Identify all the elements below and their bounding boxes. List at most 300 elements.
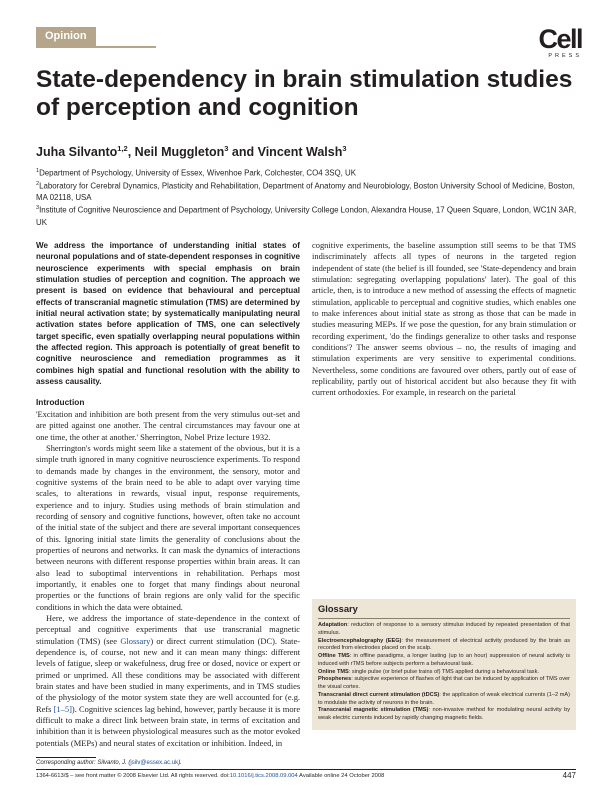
text-run: to xyxy=(482,330,490,341)
footnote-name: Silvanto, J. ( xyxy=(95,760,131,766)
text-run: not xyxy=(129,647,140,658)
text-run: and xyxy=(232,681,246,692)
text-run: and xyxy=(287,715,301,726)
text-run: inhibition xyxy=(36,726,69,737)
glossary-item xyxy=(318,622,570,638)
text-run: The xyxy=(515,274,529,285)
text-run: historical xyxy=(405,376,437,387)
text-run: cognitive xyxy=(97,624,129,635)
text-run: findings xyxy=(415,330,443,341)
text-run xyxy=(216,624,223,634)
text-run: may xyxy=(185,669,200,680)
text-run: the xyxy=(503,251,514,262)
affiliation xyxy=(36,166,580,179)
text-run: levels xyxy=(36,658,56,669)
text-run: Here, xyxy=(46,613,65,623)
text-run xyxy=(514,251,521,261)
footer-rule xyxy=(36,769,576,770)
text-run: new xyxy=(143,647,158,658)
text-run: evoked xyxy=(275,726,301,737)
text-run: inhibition. xyxy=(211,737,247,748)
text-run: of xyxy=(36,692,44,703)
text-run: cognitive xyxy=(312,240,344,250)
text-run: MEPs. xyxy=(375,319,398,330)
text-run xyxy=(436,251,443,261)
text-run: accident xyxy=(439,376,468,387)
text-run: however, xyxy=(184,703,216,714)
text-run: Nevertheless, xyxy=(312,364,358,375)
text-run: no, xyxy=(465,342,477,353)
text-run: state-dependence xyxy=(177,613,237,623)
text-run: of xyxy=(569,364,577,375)
text-run: introduce xyxy=(372,285,405,296)
text-run: State-dependence xyxy=(36,635,300,658)
text-run: parietal xyxy=(490,387,516,398)
text-run: and xyxy=(437,296,450,307)
text-run: fit xyxy=(550,376,558,387)
text-run: tasks xyxy=(512,330,530,341)
footnote-rule xyxy=(36,757,96,758)
text-run: with xyxy=(561,376,577,387)
glossary-term: Transcranial magnetic stimulation (TMS) xyxy=(318,707,429,714)
text-run: brain xyxy=(509,319,527,330)
text-run: dosed, xyxy=(211,658,234,669)
text-run: experiments xyxy=(136,624,178,635)
author-affil-sup: 1,2 xyxy=(117,144,128,153)
text-run: overlapping xyxy=(400,274,441,285)
text-run: of xyxy=(536,285,544,296)
author-name: Vincent Walsh xyxy=(257,145,343,160)
text-run: is, xyxy=(79,647,88,658)
text-run: that xyxy=(507,308,520,319)
page-number: 447 xyxy=(562,771,576,780)
glossary-item xyxy=(318,669,570,677)
text-run: is xyxy=(274,703,281,714)
text-run: more xyxy=(282,703,301,714)
text-run: are xyxy=(418,364,429,375)
text-run: favoured xyxy=(431,364,462,375)
text-run: of xyxy=(456,285,464,296)
text-run xyxy=(396,251,403,261)
text-run: affects xyxy=(373,251,397,262)
text-run: (see xyxy=(103,635,118,646)
text-run: and xyxy=(544,262,557,273)
text-run: a xyxy=(96,715,100,726)
text-run: they xyxy=(532,376,547,387)
text-run: any xyxy=(494,319,508,330)
text-run: the xyxy=(250,613,261,623)
text-run: difficult xyxy=(36,715,64,726)
glossary-item xyxy=(318,692,570,708)
glossary-item xyxy=(318,653,570,669)
text-run: example, xyxy=(395,387,427,398)
text-run: make xyxy=(75,715,94,726)
text-run: region xyxy=(554,251,577,262)
text-run: excitation xyxy=(166,737,201,748)
text-run: and xyxy=(563,342,577,353)
text-run: populations' xyxy=(445,274,487,285)
text-run: for xyxy=(272,692,283,703)
text-run: made xyxy=(548,308,567,319)
glossary-list xyxy=(318,622,570,723)
text-run: with xyxy=(252,669,268,680)
glossary-term: Offline TMS xyxy=(318,653,350,659)
text-run: is xyxy=(356,285,362,296)
text-run: studied xyxy=(129,681,154,692)
text-run: (TMS) xyxy=(77,635,101,646)
text-run: ). xyxy=(71,703,77,714)
text-run: between xyxy=(140,715,169,726)
text-run: see xyxy=(467,262,479,273)
text-run: to xyxy=(391,296,398,307)
glossary-term: Electroencephalography (EEG) xyxy=(318,637,402,644)
text-run: that xyxy=(542,240,556,250)
text-run: as xyxy=(442,308,450,319)
text-run: been xyxy=(110,681,127,692)
text-run: is xyxy=(94,726,101,737)
text-run: state xyxy=(424,308,440,319)
text-run: mean xyxy=(200,647,219,658)
text-run: stimulation xyxy=(312,353,350,364)
text-run: out xyxy=(380,376,392,387)
text-run: current xyxy=(312,387,336,398)
glossary-title: Glossary xyxy=(318,603,570,619)
text-run: have xyxy=(92,681,109,692)
affiliations xyxy=(36,166,580,228)
text-run: partly xyxy=(217,703,238,714)
text-run: the xyxy=(437,319,448,330)
text-run: later). xyxy=(490,274,511,285)
text-run: of xyxy=(552,274,560,285)
text-run: imaging xyxy=(532,342,560,353)
footnote-end: ). xyxy=(178,760,182,766)
text-run: over xyxy=(463,364,479,375)
text-run: of xyxy=(157,737,165,748)
text-run: the xyxy=(108,692,119,703)
text-run: in xyxy=(211,715,218,726)
affiliation xyxy=(36,179,580,203)
text-run: expert xyxy=(269,658,291,669)
text-run: in xyxy=(156,681,163,692)
text-run: Refs xyxy=(36,703,52,714)
text-run: magnetic xyxy=(269,624,301,635)
text-run: we xyxy=(68,613,79,623)
text-run: measures xyxy=(180,726,212,737)
text-run: it xyxy=(87,726,93,737)
abstract: We address the importance of understanding initial states of neuronal populations and of state-dependent responses in cognitive neuroscience experiments with special emphasis on brain stimulation studies of perception and cognition. The approach we present is based on evidence that behavioural and perceptual effects of transcranial magnetic stimulation (TMS) are determined by initial neural activation state; by systematically manipulating neural activation states before application of TMS, one can selectively target specific, even spatially overlapping neural populations within the affected region. This approach is potentially of great benefit to cognitive neuroscience and remediation programmes as it combines high spatial and functional resolution with the ability to assess causality. xyxy=(36,241,301,387)
text-run: ease xyxy=(552,364,567,375)
glossary-item xyxy=(318,707,570,723)
text-run: direct xyxy=(102,715,122,726)
text-run: segregating xyxy=(356,274,396,285)
text-run xyxy=(367,251,374,261)
text-run: stimulation xyxy=(36,635,74,646)
text-run: goal xyxy=(533,274,548,285)
text-run: associated xyxy=(214,669,250,680)
section-rule xyxy=(36,46,156,48)
text-run: stimulation xyxy=(216,635,255,646)
text-run: which xyxy=(513,296,534,307)
text-run: the xyxy=(480,342,491,353)
text-run: (the xyxy=(382,262,396,273)
text-run: brain xyxy=(558,262,577,273)
author-separator: and xyxy=(228,145,258,160)
logo-wordmark: Cell xyxy=(538,24,582,54)
text-run: or xyxy=(156,635,164,646)
text-run: 'do xyxy=(389,330,400,341)
footnote-label: Corresponding author: xyxy=(36,760,96,766)
text-run: in xyxy=(275,737,283,748)
paragraph: Sherrington's words might seem like a statement of the obvious, but it is a simple truth ignored in many cognitive neuroscience experiments. To respond to demands made by changes in the environment, the sensory, motor and cognitive systems of the brain need to be able to adapt over varying time scales, to alterations in rewards, visual input, response requirements, experience and to injury. Studies using methods of brain stimulation and recording of sensory and cognitive functions, however, often take no account of the initial state of the subject and there are several important consequences of this. Ignoring initial state limits the generality of conclusions about the properties of neurons and networks. It can mask the dynamics of interactions between neurons with different response properties within brain areas. It can also lead to suboptimal interventions in rehabilitation. Perhaps most importantly, it enables one to forget that many findings about neuronal properties or the functions of brain regions are only valid for the specific conditions in which the data were obtained. xyxy=(36,442,300,612)
text-run: things: xyxy=(244,647,268,658)
text-run: the xyxy=(499,285,510,296)
text-run: answer xyxy=(373,342,398,353)
text-run: conditions xyxy=(380,364,416,375)
text-run: are xyxy=(403,353,414,364)
text-run: applicable xyxy=(354,296,389,307)
text-run: to xyxy=(312,308,319,319)
text-run: – xyxy=(457,342,462,353)
text-run: and xyxy=(99,737,112,748)
text-run: state xyxy=(364,262,381,273)
text-run: as xyxy=(476,308,484,319)
footer-date: Available online 24 October 2008 xyxy=(297,773,385,779)
text-run: enables xyxy=(536,296,562,307)
text-run: sciences xyxy=(114,703,143,714)
glossary-box xyxy=(312,599,576,730)
text-run: system xyxy=(144,692,168,703)
text-run: experiments xyxy=(355,353,398,364)
text-run: All xyxy=(111,669,123,680)
affiliation-text: Institute of Cognitive Neuroscience and Department of Psychology, University College London, Alexandra House, 17 Queen Square, London, WC1N 3AR, UK xyxy=(36,206,577,227)
text-run: different xyxy=(271,647,301,658)
text-run: motor xyxy=(253,726,274,737)
text-run: to xyxy=(476,353,483,364)
text-run: such xyxy=(214,726,230,737)
text-run: orthodoxies. xyxy=(338,387,380,398)
text-run: magnetic xyxy=(545,285,577,296)
text-run: TMS xyxy=(256,681,275,692)
text-run: course, xyxy=(101,647,126,658)
text-run: context xyxy=(264,613,290,623)
text-run: or xyxy=(202,658,210,669)
text-run: of xyxy=(542,364,550,375)
text-run: belief xyxy=(397,262,417,273)
text-run: all xyxy=(402,251,412,262)
text-run: make xyxy=(321,308,340,319)
text-run: other xyxy=(492,330,510,341)
text-run: (MEPs) xyxy=(70,737,98,748)
text-run: transcranial xyxy=(222,624,262,635)
text-run: many xyxy=(222,647,242,658)
glossary-term: Phosphenes xyxy=(318,676,352,683)
reference-link[interactable]: Glossary xyxy=(120,635,151,646)
publisher-logo xyxy=(526,26,582,59)
text-run: or xyxy=(114,658,122,669)
text-run: cognitive xyxy=(451,296,484,307)
text-run: For xyxy=(382,387,394,398)
text-run: studies, xyxy=(485,296,512,307)
text-run: brain xyxy=(171,715,189,726)
corresponding-author xyxy=(36,759,182,767)
text-run: physiology xyxy=(58,692,97,703)
text-run: excitation xyxy=(251,715,286,726)
text-run: or xyxy=(202,737,210,748)
glossary-definition: : the application of weak electrical currents (1–2 mA) to modulate the activity of neurons in the brain. xyxy=(318,691,570,706)
text-run: method xyxy=(428,285,455,296)
text-run: importance xyxy=(125,613,164,623)
glossary-definition: : single pulse (or brief pulse trains of) TMS applied during a behavioural task. xyxy=(348,668,539,675)
text-run: of xyxy=(293,613,301,623)
text-run: the xyxy=(393,240,405,250)
text-run: stimulation, xyxy=(312,296,353,307)
text-run: states xyxy=(136,737,156,748)
text-run: that xyxy=(184,624,198,635)
text-run: for xyxy=(482,319,493,330)
text-run: primed xyxy=(36,669,60,680)
text-run: replicability, xyxy=(312,376,355,387)
text-run: partly xyxy=(506,364,527,375)
text-run: the xyxy=(45,692,56,703)
text-run: studies xyxy=(312,319,336,330)
text-run: perceptual xyxy=(36,624,72,635)
text-run: the xyxy=(240,726,252,737)
text-run: research xyxy=(437,387,466,398)
text-run: because xyxy=(239,703,266,714)
text-run: ) xyxy=(150,635,154,646)
text-run: or xyxy=(293,658,301,669)
text-run: Indeed, xyxy=(248,737,274,748)
text-run: the xyxy=(402,330,413,341)
text-run: initial xyxy=(401,308,422,319)
text-run: are xyxy=(205,692,216,703)
text-run: in xyxy=(490,251,497,262)
text-run: a xyxy=(406,285,411,296)
text-run: TMS xyxy=(558,240,577,250)
text-run: direct xyxy=(166,635,186,646)
text-run: use xyxy=(204,624,216,635)
text-run: others, xyxy=(481,364,505,375)
text-run: unprimed. xyxy=(73,669,109,680)
text-run: targeted xyxy=(520,251,548,262)
text-run: generalize xyxy=(445,330,481,341)
text-run: and xyxy=(78,624,91,635)
glossary-definition: : in offline paradigms, a longer lasting (up to an hour) suppression of neural activity is induced with rTMS before subjects perform a behavioural task. xyxy=(318,653,571,667)
text-run: experiments, xyxy=(186,681,231,692)
glossary-term: Transcranial direct current stimulation (tDCS) xyxy=(318,691,440,698)
text-run: about xyxy=(380,308,399,319)
author-name: Juha Silvanto xyxy=(36,145,118,160)
text-run: in xyxy=(428,387,436,398)
text-run: novice xyxy=(235,658,259,669)
text-run: state, xyxy=(191,715,209,726)
text-run: ill xyxy=(426,262,434,273)
text-run: The xyxy=(356,342,370,353)
glossary-item xyxy=(318,638,570,654)
text-run: question, xyxy=(450,319,481,330)
text-run: article, xyxy=(312,285,336,296)
text-run: results xyxy=(494,342,517,353)
text-run: of xyxy=(242,715,250,726)
text-run: to xyxy=(521,240,528,250)
paragraph-epigraph: 'Excitation and inhibition are both present from the very stimulus out-set and are pitted against one another. The central circumstances may favour one at one time, the other at another.' Sherrington, Nobel Prize lecture 1932. xyxy=(36,408,300,442)
text-run: states xyxy=(55,681,75,692)
text-run: (e.g. xyxy=(285,692,301,703)
text-run: stimulation: xyxy=(312,274,353,285)
text-run: we xyxy=(407,319,418,330)
text-run: recording xyxy=(312,330,345,341)
text-run: out xyxy=(529,364,540,375)
text-run: be xyxy=(531,240,540,250)
section-heading: Introduction xyxy=(36,397,85,408)
glossary-term: Online TMS xyxy=(318,668,349,675)
text-run: and xyxy=(531,330,544,341)
text-run: fatigue, xyxy=(67,658,93,669)
text-run: state xyxy=(170,692,186,703)
text-run: of xyxy=(520,342,528,353)
text-run: still xyxy=(480,240,494,250)
footer-copyright: 1364-6613/$ – see front matter © 2008 Elsevier Ltd. All rights reserved. doi: xyxy=(36,773,230,779)
email-link[interactable]: jsilv@essex.ac.uk xyxy=(130,760,179,766)
text-run: can xyxy=(185,647,197,658)
text-run: link xyxy=(124,715,138,726)
text-run: conditions xyxy=(146,669,182,680)
text-run: experiment, xyxy=(347,330,388,341)
footer-info xyxy=(36,772,384,780)
logo-subtext: PRESS xyxy=(548,53,582,59)
text-run: neurons xyxy=(456,251,484,262)
text-run: new xyxy=(412,285,427,296)
text-run: physiological xyxy=(132,726,179,737)
text-run: the xyxy=(478,387,489,398)
text-run: be xyxy=(203,669,211,680)
text-run: obvious xyxy=(426,342,454,353)
text-run: is xyxy=(418,262,425,273)
text-run: potentials xyxy=(36,737,69,748)
text-run: some xyxy=(360,364,379,375)
text-run: different xyxy=(271,669,301,680)
text-run: sleep xyxy=(94,658,113,669)
section-badge: Opinion xyxy=(36,27,96,46)
author-separator: , xyxy=(127,145,135,160)
text-run: or xyxy=(63,669,71,680)
affiliation-text: Department of Psychology, University of Essex, Wivenhoe Park, Colchester, CO4 3SQ, UK xyxy=(39,168,356,178)
text-run: also xyxy=(485,376,500,387)
text-run: than xyxy=(71,726,86,737)
left-column xyxy=(36,240,300,749)
text-run: assessing xyxy=(465,285,497,296)
text-run: assumption xyxy=(438,240,478,250)
text-run: of xyxy=(442,251,450,262)
text-run: it xyxy=(268,703,273,714)
text-run: Cognitive xyxy=(78,703,113,714)
paragraph-continued xyxy=(312,240,576,399)
reference-link[interactable]: [1–5] xyxy=(53,703,72,714)
text-run: this xyxy=(563,274,576,285)
text-run: measuring xyxy=(337,319,373,330)
text-run: in xyxy=(247,681,255,692)
text-run: of xyxy=(167,613,175,623)
text-run xyxy=(548,251,555,261)
doi-link[interactable]: 10.1016/j.tics.2008.09.004 xyxy=(229,773,298,779)
text-run: they xyxy=(188,692,203,703)
author-name: Neil Muggleton xyxy=(134,145,225,160)
text-run: or xyxy=(260,658,268,669)
text-run: pose xyxy=(419,319,436,330)
text-run: strong xyxy=(452,308,474,319)
text-run: current xyxy=(189,635,214,646)
affiliation-number: 1 xyxy=(36,168,40,174)
